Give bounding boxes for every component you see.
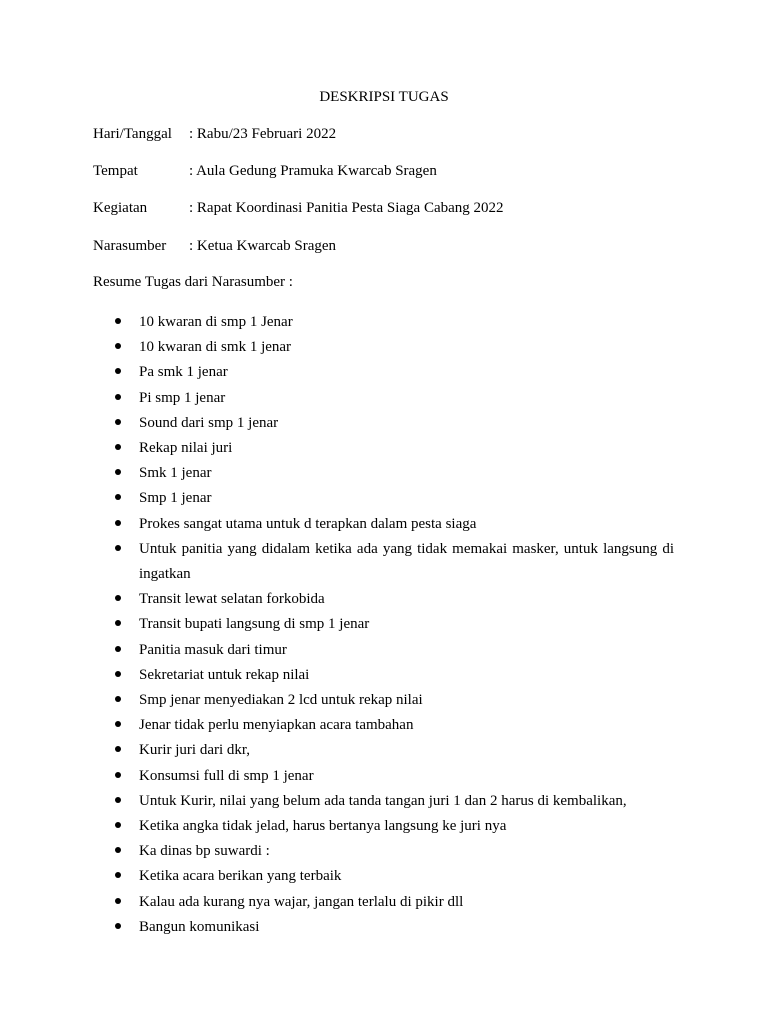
list-item-text: Ketika acara berikan yang terbaik xyxy=(139,868,342,885)
list-item-text: Konsumsi full di smp 1 jenar xyxy=(139,767,314,784)
list-item xyxy=(0,890,768,915)
list-item xyxy=(0,612,768,637)
bullet-icon xyxy=(115,772,121,778)
list-item-text: Jenar tidak perlu menyiapkan acara tambahan xyxy=(139,717,414,734)
bullet-icon xyxy=(115,746,121,752)
list-item xyxy=(0,638,768,663)
list-item-text: Transit lewat selatan forkobida xyxy=(139,591,325,608)
field-value: : Ketua Kwarcab Sragen xyxy=(189,238,337,254)
list-item-text: Pa smk 1 jenar xyxy=(139,364,228,381)
bullet-icon xyxy=(115,520,121,526)
bullet-icon xyxy=(115,822,121,828)
list-item-text: Transit bupati langsung di smp 1 jenar xyxy=(139,616,370,633)
list-item xyxy=(0,814,768,839)
bullet-icon xyxy=(115,721,121,727)
field-value: : Rapat Koordinasi Panitia Pesta Siaga Cabang 2022 xyxy=(189,200,504,216)
list-item xyxy=(0,360,768,385)
list-item xyxy=(0,335,768,360)
bullet-icon xyxy=(115,368,121,374)
bullet-icon xyxy=(115,444,121,450)
field-label: Tempat xyxy=(93,163,138,179)
list-item xyxy=(0,587,768,612)
bullet-icon xyxy=(115,646,121,652)
bullet-icon xyxy=(115,847,121,853)
resume-bullet-list xyxy=(0,310,768,940)
list-item xyxy=(0,537,768,587)
list-item xyxy=(0,789,768,814)
list-item xyxy=(0,486,768,511)
bullet-icon xyxy=(115,797,121,803)
bullet-icon xyxy=(115,343,121,349)
bullet-icon xyxy=(115,394,121,400)
list-item-text: Panitia masuk dari timur xyxy=(139,641,287,658)
list-item-text: Untuk Kurir, nilai yang belum ada tanda tangan juri 1 dan 2 harus di kembalikan, xyxy=(139,792,627,809)
bullet-icon xyxy=(115,419,121,425)
field-value: : Aula Gedung Pramuka Kwarcab Sragen xyxy=(189,163,437,179)
list-item-text: Smk 1 jenar xyxy=(139,465,212,482)
bullet-icon xyxy=(115,318,121,324)
list-item-text: Kalau ada kurang nya wajar, jangan terlalu di pikir dll xyxy=(139,893,464,910)
list-item xyxy=(0,411,768,436)
field-row-hari-tanggal xyxy=(93,124,336,144)
list-item xyxy=(0,915,768,940)
list-item-text: 10 kwaran di smk 1 jenar xyxy=(139,339,292,356)
list-item-text: Bangun komunikasi xyxy=(139,918,260,935)
bullet-icon xyxy=(115,872,121,878)
list-item-text: Ketika angka tidak jelad, harus bertanya langsung ke juri nya xyxy=(139,818,507,835)
field-row-tempat xyxy=(93,161,437,181)
list-item xyxy=(0,713,768,738)
document-title: DESKRIPSI TUGAS xyxy=(319,89,449,105)
bullet-icon xyxy=(115,595,121,601)
list-item xyxy=(0,512,768,537)
bullet-icon xyxy=(115,671,121,677)
list-item xyxy=(0,663,768,688)
list-item xyxy=(0,764,768,789)
list-item xyxy=(0,461,768,486)
field-label: Hari/Tanggal xyxy=(93,126,172,142)
list-item-text: Untuk panitia yang didalam ketika ada yang tidak memakai masker, untuk langsung di ingatkan xyxy=(139,540,674,583)
bullet-icon xyxy=(115,898,121,904)
list-item-text: Prokes sangat utama untuk d terapkan dalam pesta siaga xyxy=(139,515,477,532)
resume-heading: Resume Tugas dari Narasumber : xyxy=(93,274,293,290)
list-item xyxy=(0,436,768,461)
list-item xyxy=(0,688,768,713)
list-item-text: Rekap nilai juri xyxy=(139,440,233,457)
list-item-text: Pi smp 1 jenar xyxy=(139,389,226,406)
field-row-kegiatan xyxy=(93,198,504,218)
bullet-icon xyxy=(115,923,121,929)
bullet-icon xyxy=(115,494,121,500)
list-item xyxy=(0,386,768,411)
bullet-icon xyxy=(115,545,121,551)
list-item xyxy=(0,839,768,864)
field-label: Narasumber xyxy=(93,238,167,254)
list-item-text: Sekretariat untuk rekap nilai xyxy=(139,666,310,683)
list-item xyxy=(0,738,768,763)
bullet-icon xyxy=(115,620,121,626)
list-item-text: 10 kwaran di smp 1 Jenar xyxy=(139,314,293,330)
list-item-text: Smp 1 jenar xyxy=(139,490,212,507)
list-item xyxy=(0,864,768,889)
list-item-text: Ka dinas bp suwardi : xyxy=(139,843,270,860)
field-label: Kegiatan xyxy=(93,200,148,216)
field-row-narasumber xyxy=(93,236,336,256)
list-item xyxy=(0,310,768,335)
bullet-icon xyxy=(115,469,121,475)
list-item-text: Smp jenar menyediakan 2 lcd untuk rekap nilai xyxy=(139,692,423,709)
bullet-icon xyxy=(115,696,121,702)
field-value: : Rabu/23 Februari 2022 xyxy=(189,126,337,142)
list-item-text: Kurir juri dari dkr, xyxy=(139,742,251,759)
list-item-text: Sound dari smp 1 jenar xyxy=(139,414,279,431)
